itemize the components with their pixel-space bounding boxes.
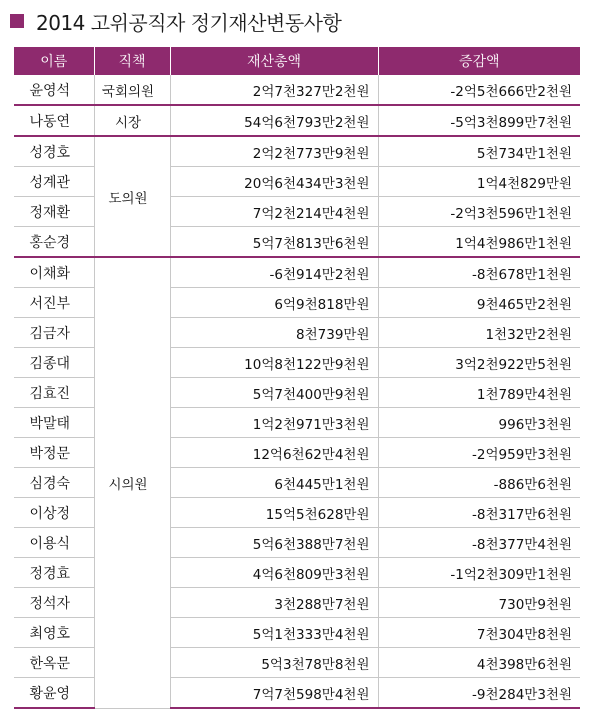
cell-total: -6천914만2천원 [170,257,378,288]
cell-total: 8천739만원 [170,318,378,348]
cell-total: 20억6천434만3천원 [170,167,378,197]
cell-total: 7억7천598만4천원 [170,678,378,709]
cell-change: 1억4천986만1천원 [378,227,580,258]
table-body [14,75,580,708]
cell-total: 2억2천773만9천원 [170,136,378,167]
cell-change: 7천304만8천원 [378,618,580,648]
cell-change: -9천284만3천원 [378,678,580,709]
cell-position: 도의원 [94,136,170,257]
table-row [14,136,580,167]
cell-total: 5억1천333만4천원 [170,618,378,648]
cell-change: -5억3천899만7천원 [378,105,580,136]
cell-change: 730만9천원 [378,588,580,618]
cell-position: 시장 [94,105,170,136]
cell-total: 3천288만7천원 [170,588,378,618]
table-row [14,105,580,136]
cell-name: 김금자 [14,318,94,348]
cell-total: 5억3천78만8천원 [170,648,378,678]
table-row [14,257,580,288]
cell-total: 5억7천400만9천원 [170,378,378,408]
cell-name: 윤영석 [14,75,94,105]
cell-change: -8천377만4천원 [378,528,580,558]
table-row [14,75,580,105]
cell-total: 10억8천122만9천원 [170,348,378,378]
cell-change: 996만3천원 [378,408,580,438]
cell-name: 김종대 [14,348,94,378]
cell-name: 한옥문 [14,648,94,678]
cell-name: 나동연 [14,105,94,136]
cell-name: 정석자 [14,588,94,618]
cell-total: 6천445만1천원 [170,468,378,498]
cell-change: 5천734만1천원 [378,136,580,167]
header-name: 이름 [14,47,94,75]
cell-change: 1천32만2천원 [378,318,580,348]
cell-name: 이채화 [14,257,94,288]
cell-change: -1억2천309만1천원 [378,558,580,588]
cell-change: 4천398만6천원 [378,648,580,678]
cell-total: 6억9천818만원 [170,288,378,318]
cell-total: 1억2천971만3천원 [170,408,378,438]
cell-name: 최영호 [14,618,94,648]
cell-name: 박정문 [14,438,94,468]
cell-name: 이용식 [14,528,94,558]
cell-change: 1억4천829만원 [378,167,580,197]
cell-name: 성경호 [14,136,94,167]
asset-table [14,47,580,709]
cell-name: 황윤영 [14,678,94,709]
cell-total: 2억7천327만2천원 [170,75,378,105]
cell-change: -2억3천596만1천원 [378,197,580,227]
cell-name: 서진부 [14,288,94,318]
title-square-icon [10,14,24,28]
cell-total: 5억7천813만6천원 [170,227,378,258]
title-row [10,6,341,36]
cell-change: 9천465만2천원 [378,288,580,318]
cell-change: 1천789만4천원 [378,378,580,408]
cell-name: 정경효 [14,558,94,588]
cell-name: 김효진 [14,378,94,408]
header-total: 재산총액 [170,47,378,75]
cell-change: -8천678만1천원 [378,257,580,288]
cell-total: 15억5천628만원 [170,498,378,528]
cell-change: 3억2천922만5천원 [378,348,580,378]
cell-total: 12억6천62만4천원 [170,438,378,468]
cell-total: 7억2천214만4천원 [170,197,378,227]
cell-total: 4억6천809만3천원 [170,558,378,588]
cell-position: 시의원 [94,257,170,708]
cell-name: 홍순경 [14,227,94,258]
cell-name: 박말태 [14,408,94,438]
cell-position: 국회의원 [94,75,170,105]
cell-change: -2억5천666만2천원 [378,75,580,105]
header-row [14,47,580,75]
cell-name: 정재환 [14,197,94,227]
cell-change: -8천317만6천원 [378,498,580,528]
header-change: 증감액 [378,47,580,75]
cell-name: 심경숙 [14,468,94,498]
cell-change: -2억959만3천원 [378,438,580,468]
cell-total: 5억6천388만7천원 [170,528,378,558]
header-position: 직책 [94,47,170,75]
cell-total: 54억6천793만2천원 [170,105,378,136]
cell-change: -886만6천원 [378,468,580,498]
cell-name: 이상정 [14,498,94,528]
page-title: 2014 고위공직자 정기재산변동사항 [36,10,342,35]
cell-name: 성계관 [14,167,94,197]
